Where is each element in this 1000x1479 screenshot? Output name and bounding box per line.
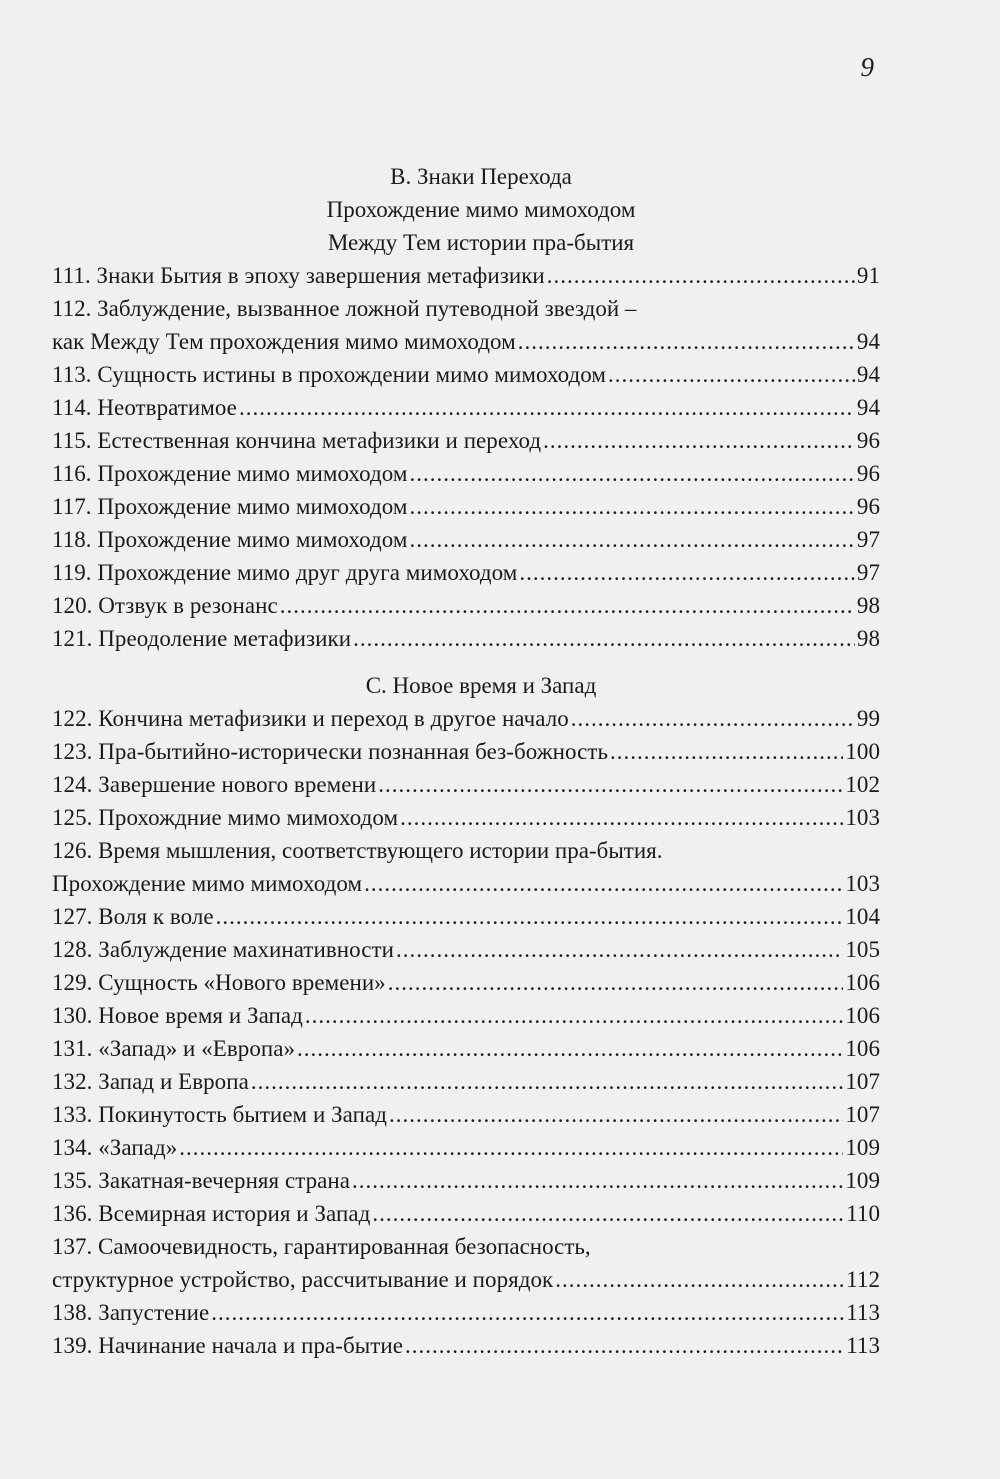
toc-entry-page: 113 (846, 1333, 880, 1358)
toc-entry-title: 124. Завершение нового времени (52, 772, 377, 797)
toc-entry-page: 96 (856, 428, 880, 453)
toc-entry-page: 94 (856, 329, 880, 354)
toc-entry-title: 118. Прохождение мимо мимоходом (52, 527, 408, 552)
toc-entry (52, 325, 880, 358)
toc-entry-title: 120. Отзвук в резонанс (52, 593, 278, 618)
section-subheading: Прохождение мимо мимоходом (326, 197, 636, 222)
dot-leader (239, 391, 855, 424)
toc-entry (52, 259, 880, 292)
toc-entry-page: 94 (856, 362, 880, 387)
toc-entry-title: 119. Прохождение мимо друг друга мимоходом (52, 560, 518, 585)
toc-entry-page: 113 (846, 1300, 880, 1325)
toc-entry-title: 114. Неотвратимое (52, 395, 237, 420)
toc-entry-title: 136. Всемирная история и Запад (52, 1201, 371, 1226)
toc-entry-title: 130. Новое время и Запад (52, 1003, 303, 1028)
dot-leader (405, 1329, 844, 1362)
toc-entry-page: 106 (845, 970, 880, 995)
toc-entry (52, 1329, 880, 1362)
table-of-contents (52, 160, 880, 1362)
dot-leader (547, 259, 855, 292)
toc-entry-title: 131. «Запад» и «Европа» (52, 1036, 296, 1061)
toc-entry-page: 102 (845, 772, 880, 797)
toc-entry-page: 112 (846, 1267, 880, 1292)
toc-entry-page: 98 (856, 626, 880, 651)
dot-leader (352, 1164, 843, 1197)
toc-entry-page: 106 (845, 1036, 880, 1061)
dot-leader (388, 966, 844, 999)
toc-entry-page: 97 (856, 527, 880, 552)
toc-entry (52, 999, 880, 1032)
toc-entry-page: 96 (856, 494, 880, 519)
toc-entry (52, 1296, 880, 1329)
toc-entry-title: 113. Сущность истины в прохождении мимо мимоходом (52, 362, 607, 387)
toc-entry-page: 107 (845, 1102, 880, 1127)
toc-entry (52, 1032, 880, 1065)
toc-entry-page: 99 (856, 706, 880, 731)
toc-entry-title: 111. Знаки Бытия в эпоху завершения метафизики (52, 263, 545, 288)
toc-entry (52, 900, 880, 933)
toc-entry-page: 107 (845, 1069, 880, 1094)
toc-entry (52, 391, 880, 424)
toc-entry (52, 1065, 880, 1098)
toc-entry-title: 127. Воля к воле (52, 904, 214, 929)
toc-entry (52, 1098, 880, 1131)
toc-entry (52, 556, 880, 589)
toc-entry-page: 109 (845, 1168, 880, 1193)
toc-entry-page: 103 (845, 871, 880, 896)
toc-entry-page: 109 (845, 1135, 880, 1160)
toc-entry (52, 966, 880, 999)
dot-leader (543, 424, 855, 457)
dot-leader (396, 933, 843, 966)
toc-entry-page: 98 (856, 593, 880, 618)
toc-entry-page: 96 (856, 461, 880, 486)
toc-entry-page: 103 (845, 805, 880, 830)
toc-entry-page: 105 (845, 937, 880, 962)
toc-entry-title: 132. Запад и Европа (52, 1069, 249, 1094)
toc-entry (52, 1164, 880, 1197)
dot-leader (372, 1197, 844, 1230)
toc-entry (52, 457, 880, 490)
dot-leader (555, 1263, 844, 1296)
section-subheading: Между Тем истории пра-бытия (327, 230, 635, 255)
toc-entry (52, 735, 880, 768)
toc-entry-title: 117. Прохождение мимо мимоходом (52, 494, 408, 519)
toc-entry-title-continued: как Между Тем прохождения мимо мимоходом (52, 329, 516, 354)
toc-entry-title: 126. Время мышления, соответствующего истории пра-бытия. (52, 838, 663, 863)
toc-entry-page: 91 (856, 263, 880, 288)
toc-entry-title: 128. Заблуждение махинативности (52, 937, 394, 962)
toc-entry-title: 125. Прохождние мимо мимоходом (52, 805, 399, 830)
toc-entry-title: 112. Заблуждение, вызванное ложной путеводной звездой – (52, 296, 637, 321)
toc-entry-title-continued: Прохождение мимо мимоходом (52, 871, 363, 896)
toc-entry-title: 137. Самоочевидность, гарантированная безопасность, (52, 1234, 591, 1259)
toc-entry (52, 1197, 880, 1230)
toc-entry-title: 116. Прохождение мимо мимоходом (52, 461, 408, 486)
section-heading: B. Знаки Перехода (390, 164, 572, 189)
page-number: 9 (860, 52, 874, 82)
dot-leader (610, 735, 843, 768)
dot-leader (608, 358, 855, 391)
section-heading: C. Новое время и Запад (365, 673, 597, 698)
toc-entry-page: 104 (845, 904, 880, 929)
toc-entry (52, 801, 880, 834)
dot-leader (211, 1296, 844, 1329)
dot-leader (364, 867, 843, 900)
toc-entry-title: 135. Закатная-вечерняя страна (52, 1168, 351, 1193)
dot-leader (179, 1131, 843, 1164)
dot-leader (389, 1098, 843, 1131)
dot-leader (518, 325, 855, 358)
toc-entry-title: 115. Естественная кончина метафизики и переход (52, 428, 542, 453)
toc-entry-page: 110 (846, 1201, 880, 1226)
toc-entry-title: 121. Преодоление метафизики (52, 626, 352, 651)
dot-leader (305, 999, 843, 1032)
dot-leader (519, 556, 855, 589)
dot-leader (409, 457, 854, 490)
dot-leader (409, 523, 854, 556)
toc-entry-title-continued: структурное устройство, рассчитывание и порядок (52, 1267, 554, 1292)
toc-entry-page: 106 (845, 1003, 880, 1028)
dot-leader (400, 801, 843, 834)
dot-leader (353, 622, 855, 655)
toc-entry-page: 94 (856, 395, 880, 420)
dot-leader (409, 490, 854, 523)
dot-leader (571, 702, 855, 735)
toc-entry-title: 129. Сущность «Нового времени» (52, 970, 386, 995)
dot-leader (297, 1032, 843, 1065)
toc-entry-title: 123. Пра-бытийно-исторически познанная без-божность (52, 739, 609, 764)
toc-entry (52, 490, 880, 523)
dot-leader (216, 900, 844, 933)
toc-entry-title: 138. Запустение (52, 1300, 210, 1325)
toc-entry (52, 424, 880, 457)
toc-entry (52, 1263, 880, 1296)
toc-entry (52, 867, 880, 900)
toc-entry-page: 100 (845, 739, 880, 764)
toc-entry (52, 523, 880, 556)
toc-entry (52, 768, 880, 801)
toc-entry (52, 702, 880, 735)
dot-leader (251, 1065, 844, 1098)
dot-leader (280, 589, 855, 622)
toc-entry (52, 358, 880, 391)
toc-entry (52, 622, 880, 655)
toc-entry-page: 97 (856, 560, 880, 585)
dot-leader (378, 768, 843, 801)
toc-entry (52, 933, 880, 966)
toc-entry (52, 589, 880, 622)
toc-entry-title: 122. Кончина метафизики и переход в другое начало (52, 706, 569, 731)
toc-entry-title: 134. «Запад» (52, 1135, 178, 1160)
toc-entry-title: 133. Покинутость бытием и Запад (52, 1102, 388, 1127)
toc-entry (52, 1131, 880, 1164)
toc-entry-title: 139. Начинание начала и пра-бытие (52, 1333, 403, 1358)
